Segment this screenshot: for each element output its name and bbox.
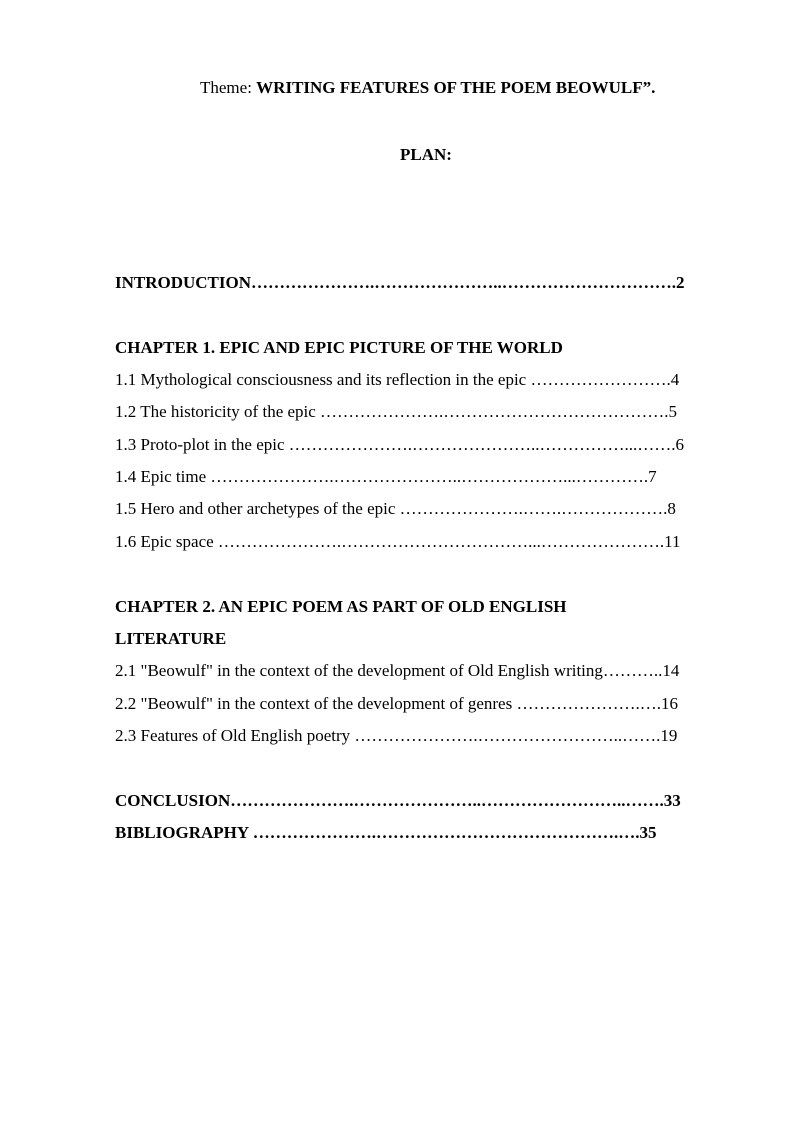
toc-item-1-4: 1.4 Epic time ………………….…………………..………………...………….7 [115,467,657,486]
toc-chapter2-title-line2: LITERATURE [115,629,227,648]
theme-title: WRITING FEATURES OF THE POEM BEOWULF”. [256,78,656,97]
toc-item-1-3: 1.3 Proto-plot in the epic ………………….…………………..……………...…….6 [115,435,685,454]
toc-item-2-2: 2.2 "Beowulf" in the context of the development of genres ………………….….16 [115,694,678,713]
plan-heading: PLAN: [400,145,452,164]
theme-prefix: Theme: [200,78,257,97]
toc-introduction: INTRODUCTION………………….…………………..………………………….2 [115,273,685,292]
toc-bibliography: BIBLIOGRAPHY ………………….…………………………………….….35 [115,823,657,842]
toc-item-2-1: 2.1 "Beowulf" in the context of the development of Old English writing………..14 [115,661,680,680]
toc-chapter2-title-line1: CHAPTER 2. AN EPIC POEM AS PART OF OLD ENGLISH [115,597,567,616]
toc-item-1-2: 1.2 The historicity of the epic ………………….………………………………….5 [115,402,678,421]
toc-chapter1-title: CHAPTER 1. EPIC AND EPIC PICTURE OF THE WORLD [115,338,563,357]
theme-heading [200,78,655,98]
toc-item-1-6: 1.6 Epic space ………………….……………………………...………………….11 [115,532,681,551]
toc-item-2-3: 2.3 Features of Old English poetry ………………….……………………..…….19 [115,726,678,745]
toc-item-1-5: 1.5 Hero and other archetypes of the epic ………………….…….……………….8 [115,499,676,518]
toc-item-1-1: 1.1 Mythological consciousness and its reflection in the epic …………………….4 [115,370,680,389]
toc-conclusion: CONCLUSION………………….…………………..……………………..…….33 [115,791,681,810]
